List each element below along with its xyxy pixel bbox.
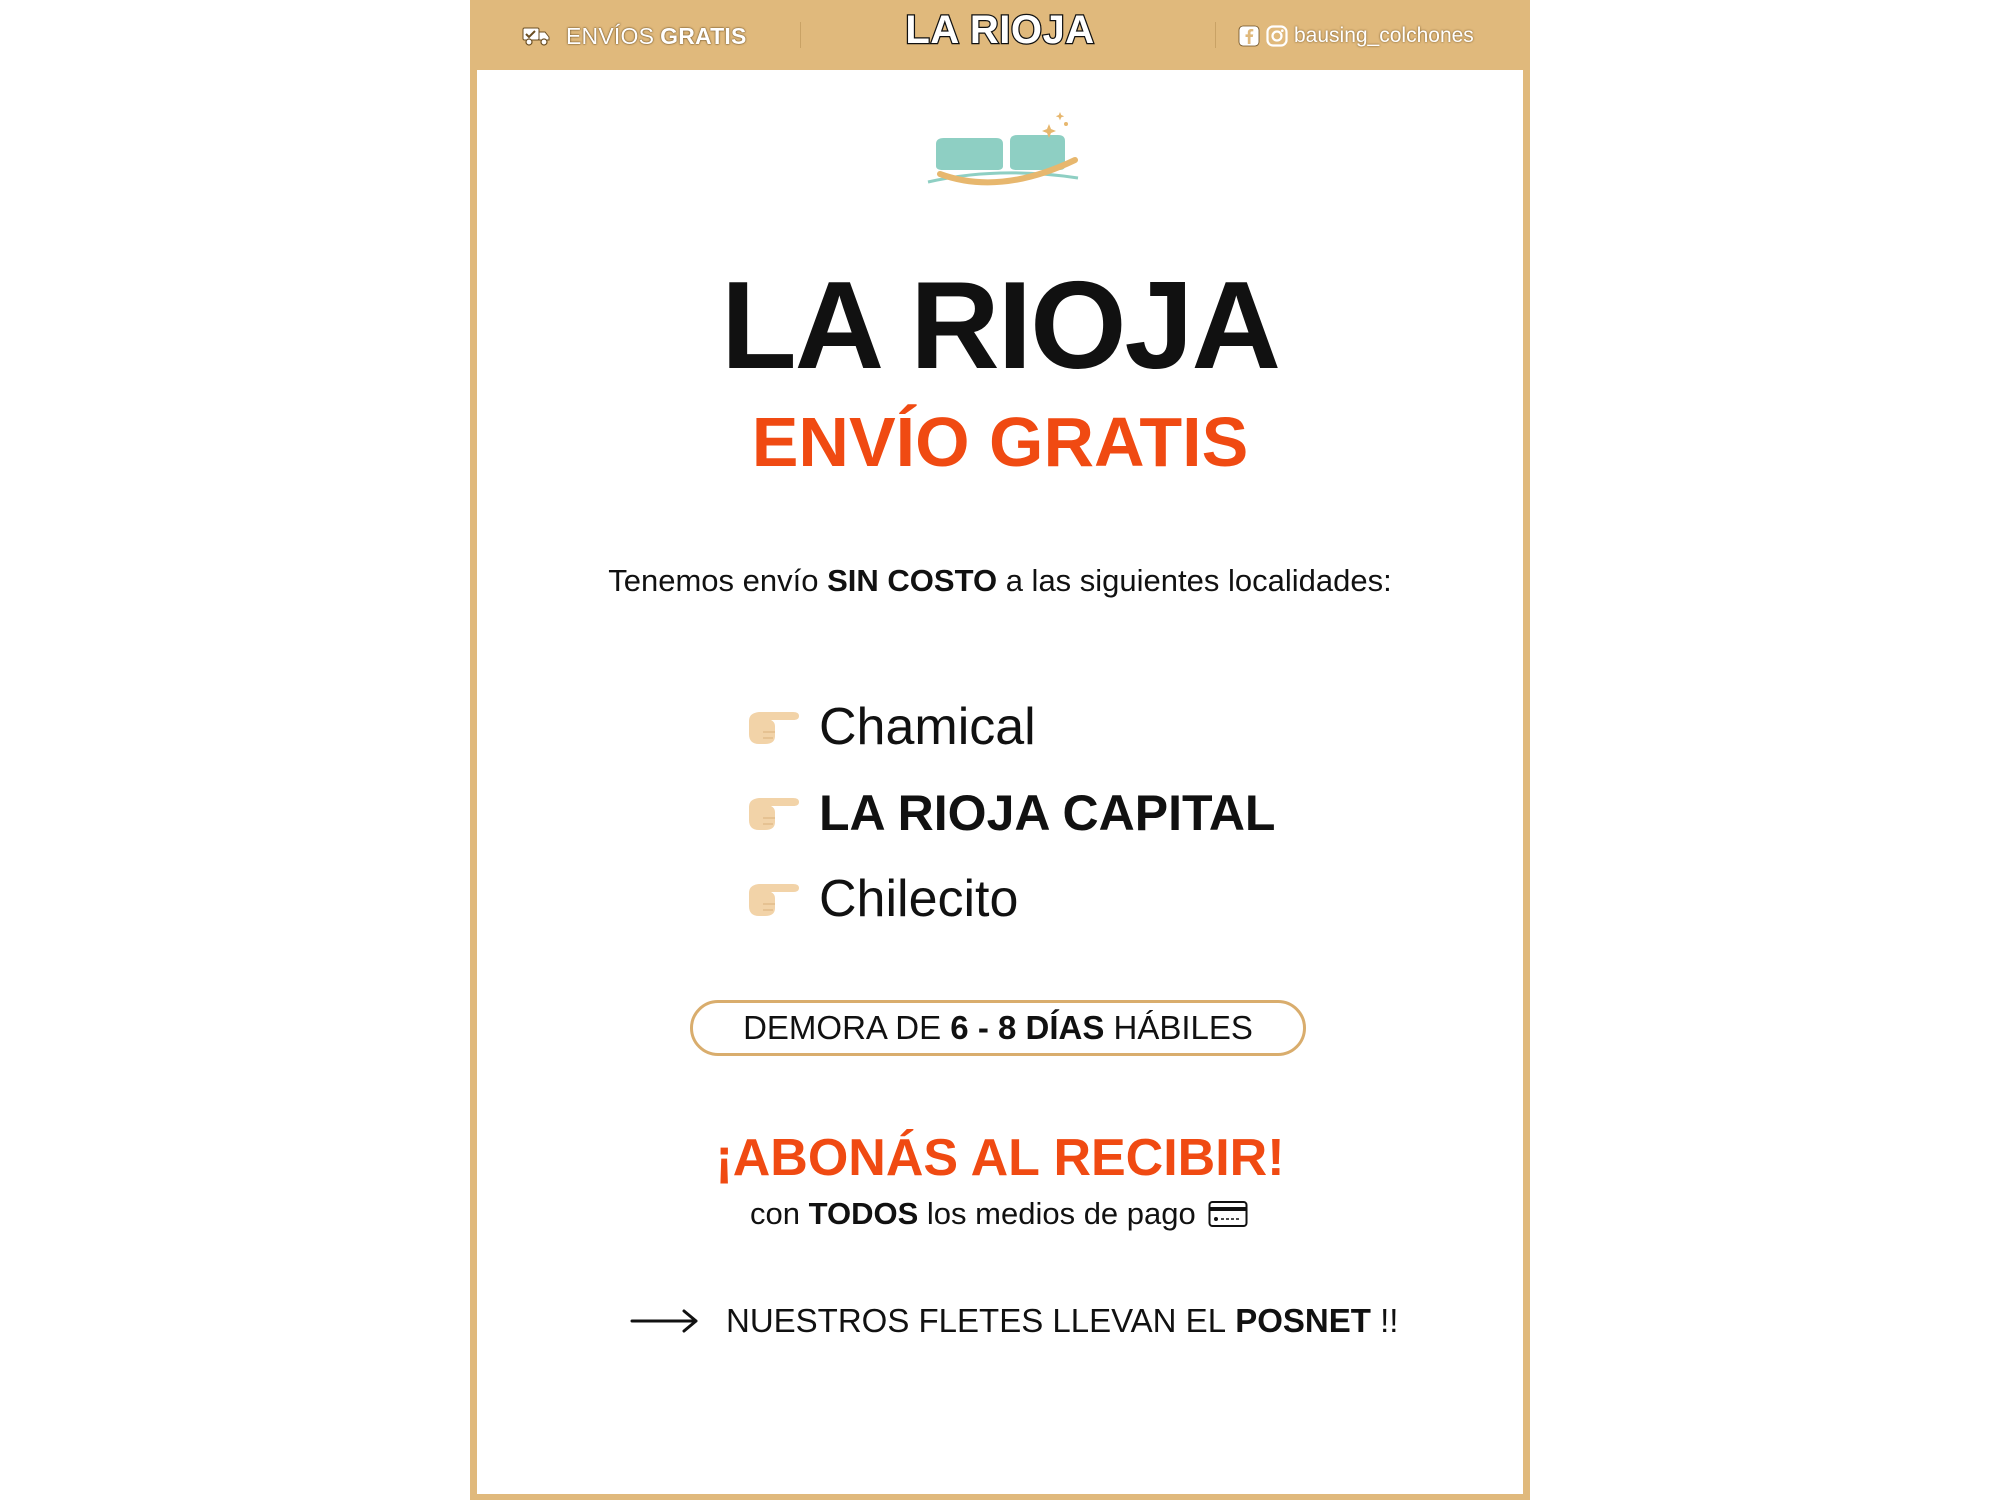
payment-post: los medios de pago — [926, 1196, 1196, 1231]
posnet-post: !! — [1380, 1302, 1399, 1339]
delivery-time-badge — [690, 1000, 1306, 1056]
pillow-logo — [920, 104, 1090, 199]
intro-text — [0, 563, 2000, 599]
delay-post: HÁBILES — [1113, 1009, 1253, 1046]
pointing-hand-icon — [745, 705, 801, 749]
payment-bold: TODOS — [808, 1196, 919, 1231]
top-banner — [470, 0, 1530, 70]
intro-pre: Tenemos envío — [608, 563, 819, 598]
page-title: LA RIOJA — [720, 257, 1280, 395]
divider — [1215, 22, 1216, 48]
delay-pre: DEMORA DE — [743, 1009, 942, 1046]
intro-post: a las siguientes localidades: — [1005, 563, 1392, 598]
locality-name: LA RIOJA CAPITAL — [819, 785, 1276, 841]
locality-name: Chamical — [819, 698, 1036, 756]
credit-card-icon — [1208, 1200, 1248, 1228]
localities-list — [745, 684, 1275, 942]
payment-pre: con — [750, 1196, 800, 1231]
handle-text: bausing_colchones — [1294, 24, 1474, 47]
instagram-icon[interactable] — [1266, 25, 1288, 47]
intro-bold: SIN COSTO — [827, 563, 998, 598]
list-item — [745, 684, 1275, 770]
facebook-icon[interactable] — [1238, 25, 1260, 47]
posnet-pre: NUESTROS FLETES LLEVAN EL — [726, 1302, 1227, 1339]
posnet-bold: POSNET — [1235, 1302, 1371, 1339]
free-shipping-label: ENVÍOS — [566, 22, 655, 49]
payment-headline: ¡ABONÁS AL RECIBIR! — [715, 1129, 1285, 1187]
page-subtitle: ENVÍO GRATIS — [751, 403, 1249, 481]
list-item — [745, 770, 1275, 856]
arrow-right-icon — [630, 1306, 700, 1336]
list-item — [745, 856, 1275, 942]
pointing-hand-icon — [745, 791, 801, 835]
social-handle[interactable] — [1238, 19, 1474, 53]
payment-methods-text — [750, 1196, 1248, 1232]
posnet-note — [630, 1302, 1398, 1340]
banner-title: LA RIOJA — [905, 8, 1095, 52]
pointing-hand-icon — [745, 877, 801, 921]
delay-bold: 6 - 8 DÍAS — [950, 1009, 1105, 1046]
free-shipping-label-bold: GRATIS — [660, 22, 747, 49]
locality-name: Chilecito — [819, 870, 1019, 928]
